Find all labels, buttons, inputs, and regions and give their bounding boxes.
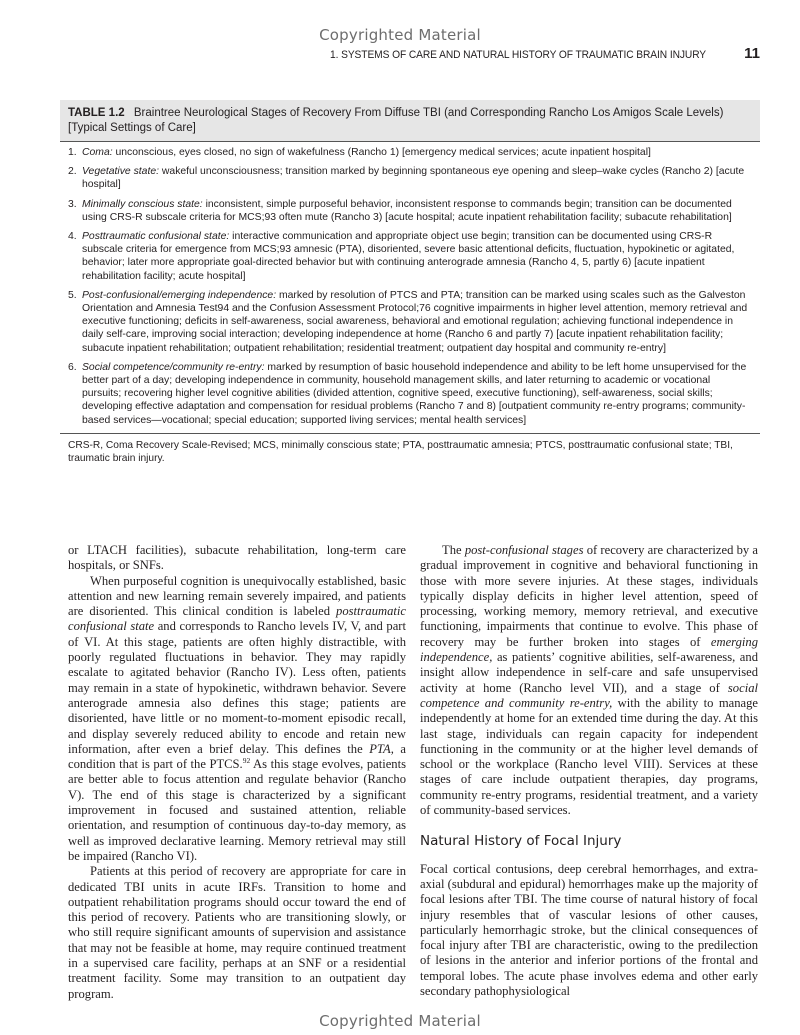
stage-term: Minimally conscious state: — [82, 198, 203, 210]
paragraph: Focal cortical contusions, deep cerebral hemorrhages, and extra-axial (subdural and epidural) hemorrhages make up the majority of focal lesions after TBI. The time course of natural history of focal injury resembles that of vascular lesions of other causes, particularly hemorrhagic stroke, but the clinical consequences of focal injury after TBI are characteristic, owing to the predilection of lesions in the anterior and inferior portions of the frontal and temporal lobes. The acute phase involves edema and other early secondary pathophysiological — [420, 861, 758, 999]
stage-description: inconsistent, simple purposeful behavior, inconsistent response to commands begin; transition can be documented using CRS-R subscale criteria for MCS;93 often mute (Rancho 3) [acute hospital; acute inpatient rehabilitation facility; subacute rehabilitation] — [82, 198, 732, 223]
table-footnote: CRS-R, Coma Recovery Scale-Revised; MCS, minimally conscious state; PTA, posttraumatic amnesia; PTCS, posttraumatic confusional state; TBI, traumatic brain injury. — [60, 433, 760, 470]
copyright-watermark-top: Copyrighted Material — [319, 26, 481, 44]
table-row — [68, 198, 752, 224]
body-column-right — [420, 543, 758, 999]
stage-term: Vegetative state: — [82, 166, 160, 178]
row-number: 2. — [68, 166, 77, 178]
citation-superscript: 92 — [242, 755, 251, 765]
table-row — [68, 146, 752, 159]
running-head — [330, 45, 760, 62]
stage-description: interactive communication and appropriate object use begin; transition can be documented using CRS-R subscale criteria for emergence from MCS;93 amnesic (PTA), disoriented, severe basic attentional deficits, fluctuation, hypokinetic or agitated, behavior; later more appropriate goal-directed behavior but with continuing anterograde amnesia (Rancho 4, 5, partly 6) [acute inpatient rehabilitation facility; acute hospital] — [82, 231, 735, 282]
row-number: 3. — [68, 198, 77, 210]
paragraph: When purposeful cognition is unequivocally established, basic attention and new learning remain severely impaired, and patients are disoriented. This clinical condition is labeled posttraumatic confusional state and corresponds to Rancho levels IV, V, and part of VI. At this stage, patients are often highly distractible, with poorly regulated fluctuations in behavior. They may rapidly escalate to agitated behavior (Rancho IV). Less often, patients may remain in a state of hypokinetic, withdrawn behavior. Severe anterograde amnesia also defines this stage; patients are disoriented, have little or no moment-to-moment episodic recall, and display severely reduced ability to encode and retain new information, after even a brief delay. This defines the PTA, a condition that is part of the PTCS.$^{92}$ As this stage evolves, patients are better able to focus attention and regulate behavior (Rancho V). The end of this stage is characterized by a significant improvement in focused and sustained attention, reliable orientation, and resumption of continuous day-to-day memory, as well as improved declarative learning. Memory retrieval may still be impaired (Rancho VI). — [68, 573, 407, 863]
stage-term: Post-confusional/emerging independence: — [82, 289, 277, 301]
stage-term: Coma: — [82, 147, 113, 158]
paragraph: The post-confusional stages of recovery are characterized by a gradual improvement in cognitive and behavioral functioning in those with more severe injuries. At these stages, individuals typically display deficits in higher level attention, speed of processing, working memory, memory retrieval, and executive functioning, impairments that continue to evolve. This phase of recovery may be further broken into stages of emerging independence, as patients’ cognitive abilities, self-awareness, and insight allow independence in self-care and safe unsupervised activity at home (Rancho level VII), and a stage of social competence and community re-entry, with the ability to manage independently at home for an extended time during the day. At this last stage, individuals can regain capacity for independent functioning in the community or at the higher level demands of school or the workplace (Rancho level VIII). Services at these stages of care include outpatient therapies, day programs, community re-entry programs, residential treatment, and a variety of community-based services. — [420, 543, 759, 818]
table-1-2 — [60, 100, 760, 470]
emphasis: social competence and community re-entry, — [420, 680, 758, 710]
paragraph: or LTACH facilities), subacute rehabilitation, long-term care hospitals, or SNFs. — [68, 543, 406, 573]
row-number: 6. — [68, 361, 77, 373]
stage-description: marked by resumption of basic household independence and ability to be left home unsupervised for the better part of a day; developing independence in community, household management skills, and later returning to academic or vocational pursuits; recovering higher level cognitive abilities (divided attention, cognitive speed, executive functioning), self-awareness, social skills; developing effective adaptation and compensation for residual problems (Rancho 7 and 8) [outpatient community re-entry programs; community-based services—vocational; special education; supported living services; mental health services] — [82, 361, 747, 426]
table-caption — [60, 100, 760, 142]
copyright-watermark-bottom: Copyrighted Material — [319, 1012, 481, 1030]
row-number: 1. — [68, 147, 77, 158]
emphasis: emerging independence, — [420, 634, 758, 665]
emphasis: PTA, — [369, 741, 394, 756]
row-number: 5. — [68, 289, 77, 301]
stage-term: Social competence/community re-entry: — [82, 361, 265, 373]
table-row — [68, 165, 752, 191]
table-row — [68, 289, 752, 355]
table-rows — [60, 142, 760, 427]
stage-term: Posttraumatic confusional state: — [82, 231, 230, 243]
stage-description: wakeful unconsciousness; transition marked by beginning spontaneous eye opening and sleep–wake cycles (Rancho 2) [acute hospital] — [82, 166, 745, 191]
table-label: TABLE 1.2 — [68, 107, 125, 119]
table-row — [68, 230, 752, 283]
emphasis: post-confusional stages — [464, 543, 584, 557]
body-column-left — [68, 543, 406, 1002]
section-heading: Natural History of Focal Injury — [420, 833, 622, 850]
table-title: Braintree Neurological Stages of Recovery From Diffuse TBI (and Corresponding Rancho Los Amigos Scale Levels) [Typical Settings of Care] — [68, 107, 724, 134]
stage-description: marked by resolution of PTCS and PTA; transition can be marked using scales such as the Galveston Orientation and Amnesia Test94 and the Confusion Assessment Protocol;76 cognitive impairments in higher level attention, memory retrieval and executive functioning; deficits in self-awareness, social awareness, behavioral and emotional regulation; achieving functional independence in daily self-care, improving social interaction; developing independence at home (Rancho 6 and partly 7) [acute inpatient rehabilitation facility; subacute inpatient rehabilitation; outpatient rehabilitation; residential treatment; outpatient day hospital and community re-entry] — [82, 289, 748, 354]
stage-description: unconscious, eyes closed, no sign of wakefulness (Rancho 1) [emergency medical services; acute inpatient hospital] — [112, 147, 651, 158]
chapter-title: 1. SYSTEMS OF CARE AND NATURAL HISTORY OF TRAUMATIC BRAIN INJURY — [330, 49, 707, 61]
page-number: 11 — [744, 45, 760, 62]
row-number: 4. — [68, 231, 77, 243]
emphasis: posttraumatic confusional state — [68, 604, 406, 634]
table-row — [68, 361, 752, 427]
paragraph: Patients at this period of recovery are appropriate for care in dedicated TBI units in acute IRFs. Transition to home and outpatient rehabilitation programs should occur toward the end of this period of recovery. Patients who are transitioning slowly, or who still require significant amounts of supervision and assistance that may not be feasible at home, may require continued treatment in a supervised care facility, perhaps at an SNF or a residential treatment facility. Some may transition to an outpatient day program. — [68, 864, 406, 1001]
